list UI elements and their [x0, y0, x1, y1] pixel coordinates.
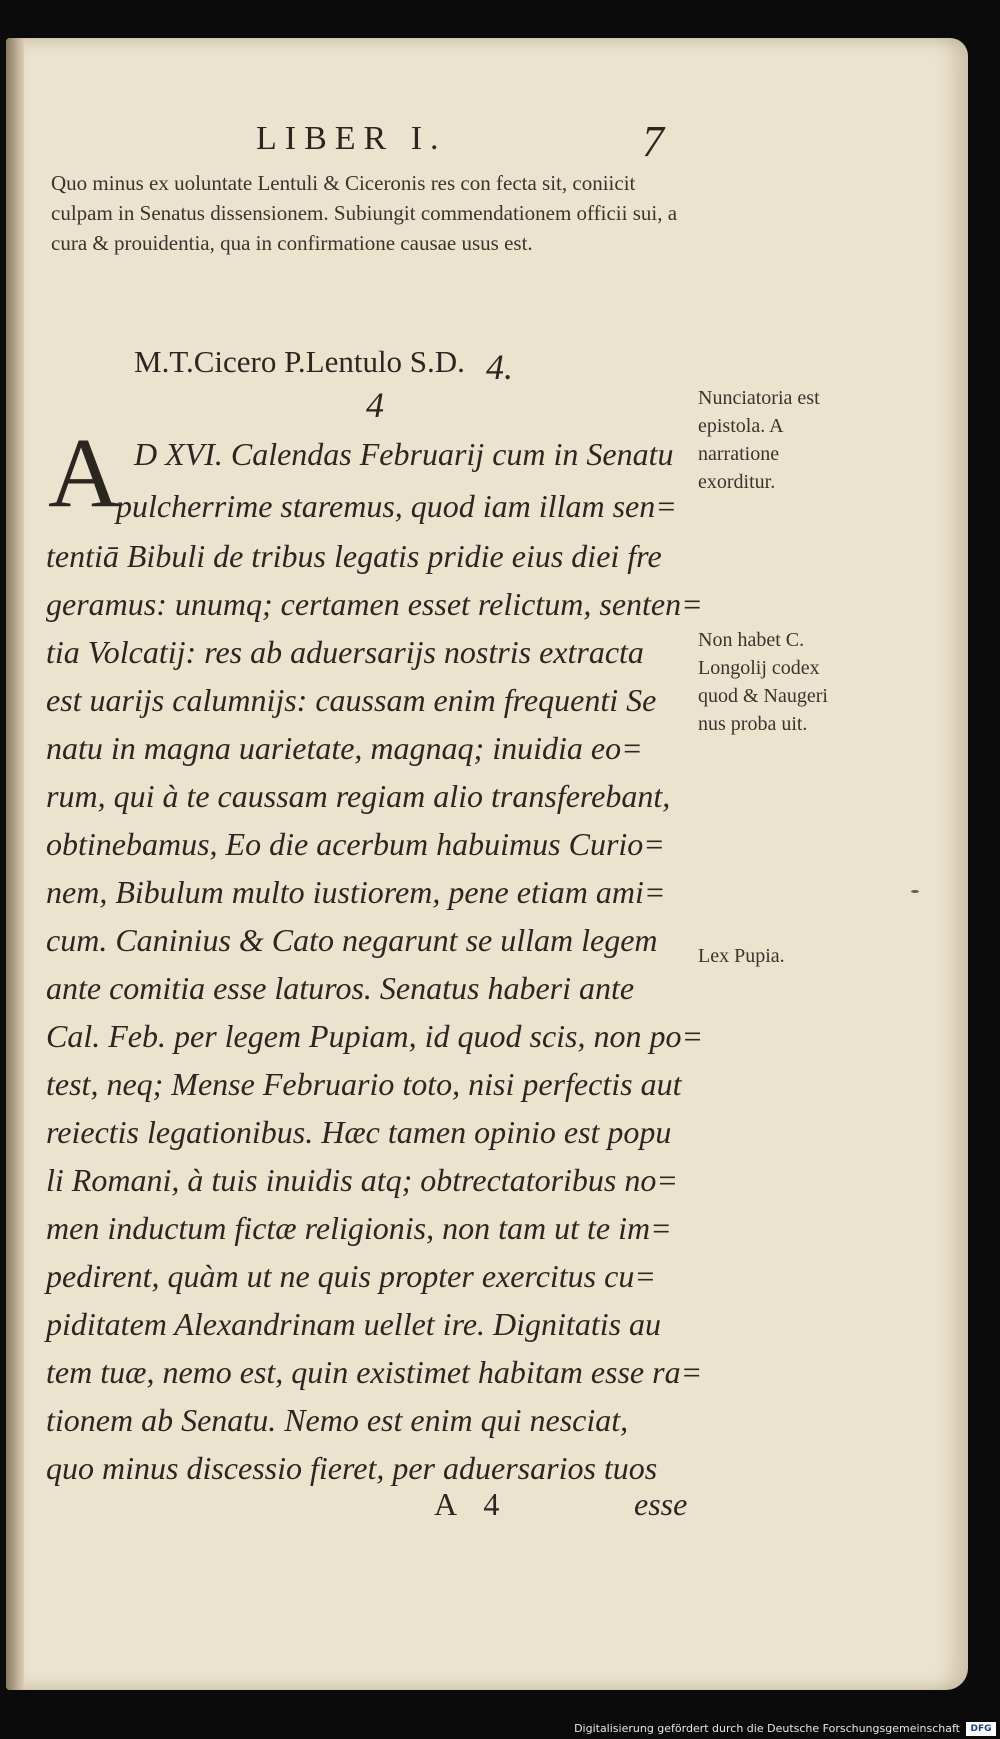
- body-line: nem, Bibulum multo iustiorem, pene etiam ami=: [46, 874, 666, 910]
- marginal-note: Nunciatoria est epistola. A narratione exorditur.: [698, 387, 820, 493]
- body-line: rum, qui à te caussam regiam alio transferebant,: [46, 778, 671, 814]
- body-line: reiectis legationibus. Hæc tamen opinio est popu: [46, 1114, 672, 1150]
- body-line: D XVI. Calendas Februarij cum in Senatu: [134, 436, 674, 472]
- letter-address: M.T.Cicero P.Lentulo S.D.: [134, 344, 465, 379]
- body-line: tentiā Bibuli de tribus legatis pridie eius diei fre: [46, 538, 662, 574]
- folio-number: 7: [642, 117, 664, 166]
- letter-number-marginal: 4: [366, 385, 384, 425]
- body-line: pulcherrime staremus, quod iam illam sen=: [116, 488, 677, 524]
- body-line: tia Volcatij: res ab aduersarijs nostris extracta: [46, 634, 644, 670]
- digitization-credit: Digitalisierung gefördert durch die Deutsche Forschungsgemeinschaft: [574, 1722, 960, 1735]
- body-line: li Romani, à tuis inuidis atq; obtrectatoribus no=: [46, 1162, 678, 1198]
- body-line: natu in magna uarietate, magnaq; inuidia eo=: [46, 730, 643, 766]
- body-line: quo minus discessio fieret, per aduersarios tuos: [46, 1450, 658, 1486]
- catchword: esse: [634, 1486, 688, 1522]
- body-line: test, neq; Mense Februario toto, nisi perfectis aut: [46, 1066, 682, 1102]
- paper-speck: [911, 890, 919, 893]
- page-gutter: [6, 38, 24, 1690]
- body-line: est uarijs calumnijs: caussam enim frequenti Se: [46, 682, 657, 718]
- body-line: Cal. Feb. per legem Pupiam, id quod scis, non po=: [46, 1018, 704, 1054]
- argument-summary: Quo minus ex uoluntate Lentuli & Ciceronis res con fecta sit, coniicit culpam in Senatus dissensionem. Subiungit commendationem officii sui, a cura & prouidentia, qua in confirmatione causae usus est.: [51, 171, 678, 255]
- body-line: tionem ab Senatu. Nemo est enim qui nesciat,: [46, 1402, 629, 1438]
- running-head: LIBER I.: [256, 120, 447, 157]
- dfg-logo: DFG: [966, 1722, 996, 1736]
- body-line: cum. Caninius & Cato negarunt se ullam legem: [46, 922, 658, 958]
- body-line: ante comitia esse laturos. Senatus haberi ante: [46, 970, 635, 1006]
- marginal-note: Non habet C. Longolij codex quod & Naugeri nus proba uit.: [698, 629, 828, 735]
- body-line: pedirent, quàm ut ne quis propter exercitus cu=: [46, 1258, 656, 1294]
- body-line: piditatem Alexandrinam uellet ire. Dignitatis au: [46, 1306, 662, 1342]
- body-line: tem tuæ, nemo est, quin existimet habitam esse ra=: [46, 1354, 703, 1390]
- marginal-note: Lex Pupia.: [698, 945, 785, 967]
- book-page: [6, 38, 968, 1690]
- letter-number-inline: 4.: [486, 347, 513, 387]
- body-line: obtinebamus, Eo die acerbum habuimus Curio=: [46, 826, 665, 862]
- body-line: men inductum fictæ religionis, non tam ut te im=: [46, 1210, 672, 1246]
- body-line: geramus: unumq; certamen esset relictum, senten=: [46, 586, 703, 622]
- drop-cap-initial: A: [48, 417, 121, 528]
- signature-mark: A 4: [434, 1486, 510, 1522]
